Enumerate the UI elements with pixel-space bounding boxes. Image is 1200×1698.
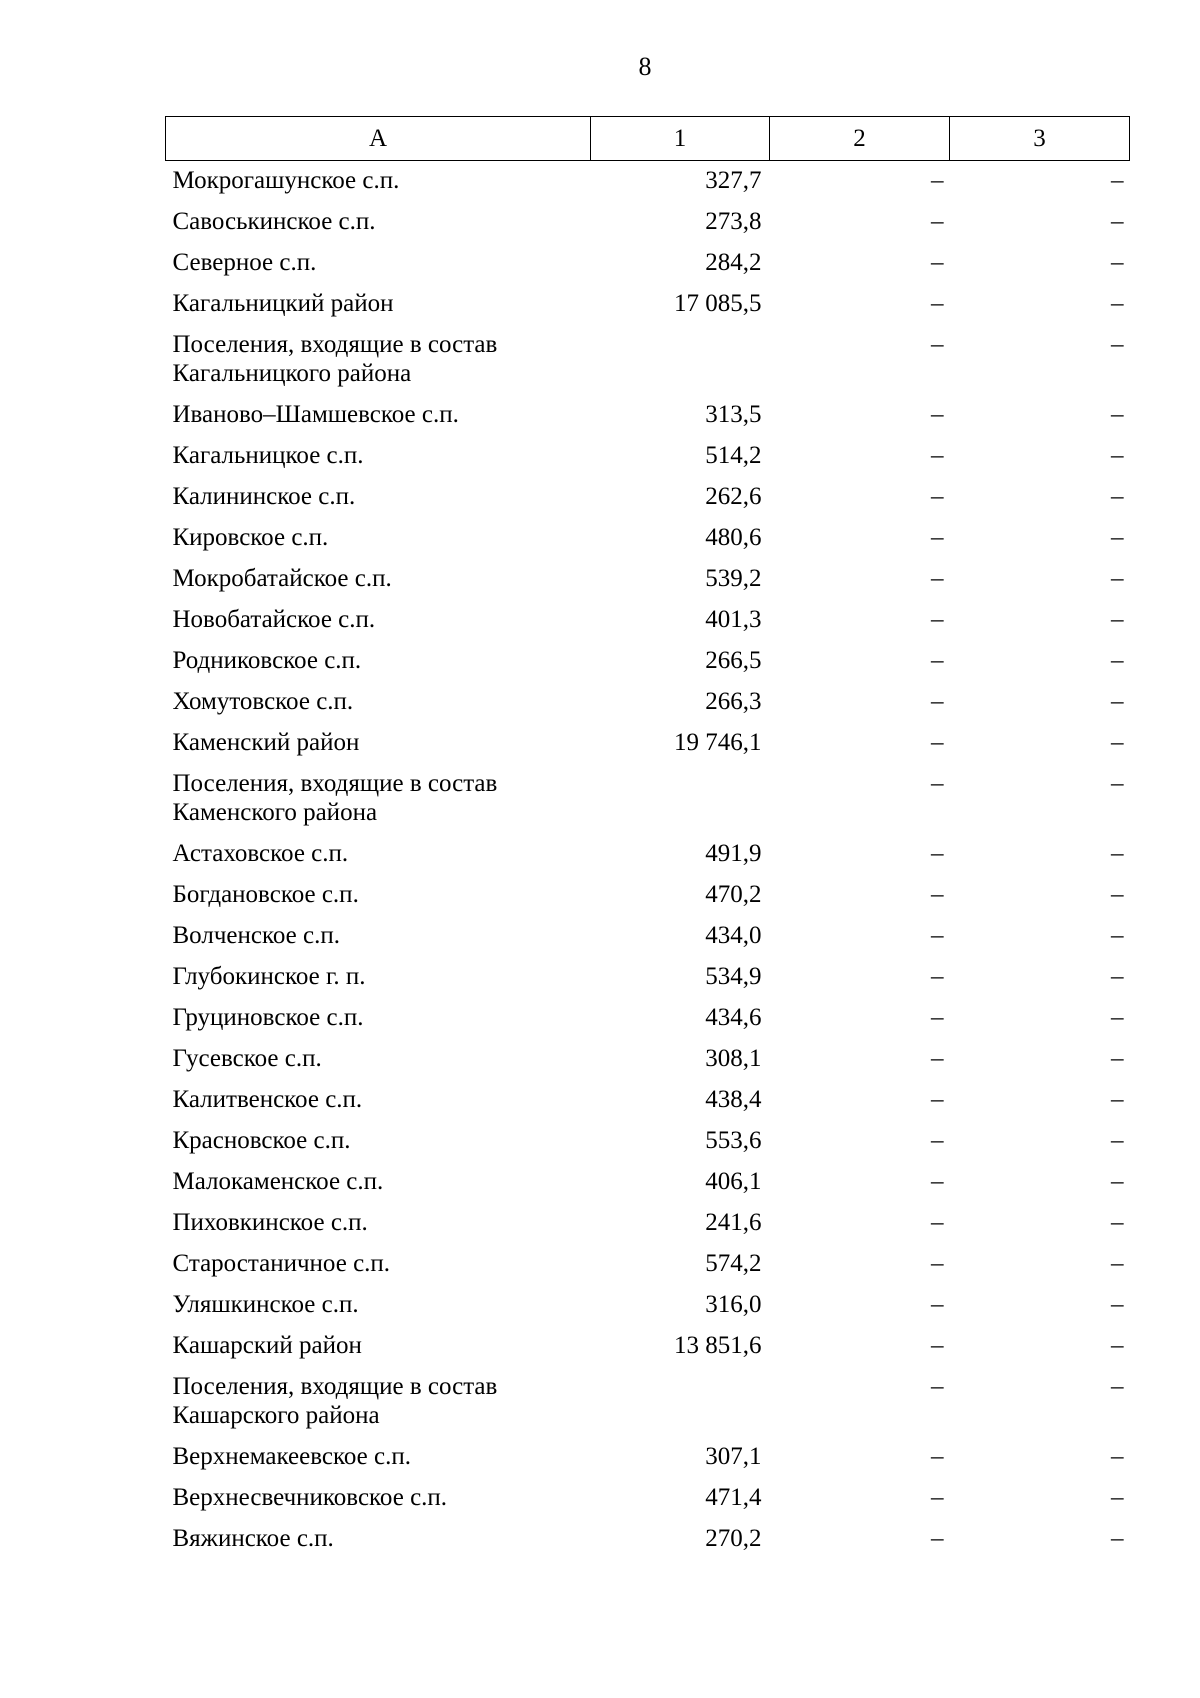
table-row [166,834,1130,875]
value-col2-cell: – [931,1168,944,1195]
value-col1-cell: 17 085,5 [674,290,762,317]
value-col1-cell: 284,2 [705,249,762,276]
value-col3-cell: – [1111,483,1124,510]
value-col1-cell: 270,2 [705,1525,762,1552]
value-col2-cell: – [931,524,944,551]
value-col1-cell: 406,1 [705,1168,762,1195]
value-col3-cell: – [1111,688,1124,715]
value-col3-cell: – [1111,729,1124,756]
settlement-name-cell: Калитвенское с.п. [172,1086,363,1113]
value-col3-cell: – [1111,606,1124,633]
value-col1-cell: 241,6 [705,1209,762,1236]
value-col1-cell: 480,6 [705,524,762,551]
table-row [166,1203,1130,1244]
settlement-name-cell: Пиховкинское с.п. [172,1209,368,1236]
value-col2-cell: – [931,249,944,276]
settlement-name-cell: Поселения, входящие в состав Кагальницкого района [172,331,498,387]
value-col2-cell: – [931,1045,944,1072]
value-col3-cell: – [1111,208,1124,235]
settlement-name-cell: Верхнемакеевское с.п. [172,1443,411,1470]
value-col3-cell: – [1111,167,1124,194]
settlement-name-cell: Северное с.п. [172,249,317,276]
value-col3-cell: – [1111,1168,1124,1195]
value-col2-cell: – [931,881,944,908]
value-col3-cell: – [1111,1004,1124,1031]
budget-table [165,116,1130,1560]
table-row [166,436,1130,477]
column-header-a: А [166,117,591,161]
value-col3-cell: – [1111,1525,1124,1552]
value-col2-cell: – [931,1004,944,1031]
value-col3-cell: – [1111,963,1124,990]
value-col1-cell: 307,1 [705,1443,762,1470]
table-row [166,1519,1130,1560]
settlement-name-cell: Иваново–Шамшевское с.п. [172,401,459,428]
value-col1-cell: 266,5 [705,647,762,674]
value-col2-cell: – [931,483,944,510]
header-row [166,117,1130,161]
value-col1-cell: 13 851,6 [674,1332,762,1359]
value-col1-cell: 313,5 [705,401,762,428]
settlement-name-cell: Поселения, входящие в состав Кашарского района [172,1373,498,1429]
settlement-name-cell: Кагальницкое с.п. [172,442,364,469]
table-row [166,1244,1130,1285]
value-col3-cell: – [1111,1443,1124,1470]
table-row [166,243,1130,284]
value-col2-cell: – [931,688,944,715]
value-col2-cell: – [931,167,944,194]
settlement-name-cell: Верхнесвечниковское с.п. [172,1484,448,1511]
settlement-name-cell: Груциновское с.п. [172,1004,364,1031]
value-col1-cell: 434,6 [705,1004,762,1031]
table-row [166,1039,1130,1080]
value-col1-cell: 434,0 [705,922,762,949]
settlement-name-cell: Савоськинское с.п. [172,208,376,235]
table-row [166,1080,1130,1121]
value-col3-cell: – [1111,881,1124,908]
value-col1-cell: 327,7 [705,167,762,194]
value-col2-cell: – [931,963,944,990]
settlement-name-cell: Родниковское с.п. [172,647,362,674]
settlement-name-cell: Поселения, входящие в состав Каменского района [172,770,498,826]
settlement-name-cell: Богдановское с.п. [172,881,359,908]
value-col2-cell: – [931,1373,944,1400]
column-header-1: 1 [591,117,770,161]
column-header-3: 3 [950,117,1130,161]
table-row [166,916,1130,957]
table-row [166,1367,1130,1437]
value-col2-cell: – [931,208,944,235]
value-col1-cell: 539,2 [705,565,762,592]
value-col3-cell: – [1111,331,1124,358]
table-row [166,1162,1130,1203]
table-row [166,395,1130,436]
table-row [166,998,1130,1039]
value-col2-cell: – [931,1127,944,1154]
table-body [166,161,1130,1561]
settlement-name-cell: Кашарский район [172,1332,362,1359]
table-row [166,325,1130,395]
settlement-name-cell: Мокрогашунское с.п. [172,167,400,194]
settlement-name-cell: Астаховское с.п. [172,840,349,867]
value-col3-cell: – [1111,1045,1124,1072]
value-col1-cell: 514,2 [705,442,762,469]
value-col2-cell: – [931,1484,944,1511]
settlement-name-cell: Гусевское с.п. [172,1045,322,1072]
table-row [166,641,1130,682]
value-col3-cell: – [1111,249,1124,276]
value-col2-cell: – [931,1525,944,1552]
table-row [166,1437,1130,1478]
page-number: 8 [638,52,652,81]
settlement-name-cell: Калининское с.п. [172,483,356,510]
value-col3-cell: – [1111,922,1124,949]
settlement-name-cell: Глубокинское г. п. [172,963,366,990]
value-col2-cell: – [931,290,944,317]
value-col1-cell: 316,0 [705,1291,762,1318]
value-col2-cell: – [931,1086,944,1113]
value-col2-cell: – [931,840,944,867]
value-col3-cell: – [1111,1332,1124,1359]
value-col1-cell: 308,1 [705,1045,762,1072]
value-col2-cell: – [931,729,944,756]
value-col1-cell: 262,6 [705,483,762,510]
value-col2-cell: – [931,565,944,592]
value-col2-cell: – [931,331,944,358]
table-row [166,1326,1130,1367]
value-col3-cell: – [1111,770,1124,797]
settlement-name-cell: Вяжинское с.п. [172,1525,334,1552]
table-row [166,161,1130,203]
value-col3-cell: – [1111,1291,1124,1318]
value-col3-cell: – [1111,647,1124,674]
value-col1-cell [591,1367,770,1437]
value-col1-cell: 19 746,1 [674,729,762,756]
settlement-name-cell: Каменский район [172,729,360,756]
table-row [166,600,1130,641]
value-col3-cell: – [1111,1250,1124,1277]
table-row [166,284,1130,325]
table-row [166,723,1130,764]
value-col1-cell: 266,3 [705,688,762,715]
value-col2-cell: – [931,647,944,674]
value-col3-cell: – [1111,565,1124,592]
value-col3-cell: – [1111,1373,1124,1400]
table-row [166,559,1130,600]
value-col1-cell: 534,9 [705,963,762,990]
table-row [166,1285,1130,1326]
value-col2-cell: – [931,770,944,797]
table-row [166,875,1130,916]
value-col3-cell: – [1111,1127,1124,1154]
table-row [166,477,1130,518]
value-col3-cell: – [1111,290,1124,317]
value-col2-cell: – [931,1209,944,1236]
value-col1-cell: 401,3 [705,606,762,633]
settlement-name-cell: Малокаменское с.п. [172,1168,384,1195]
settlement-name-cell: Кагальницкий район [172,290,394,317]
table-header [166,117,1130,161]
value-col1-cell: 471,4 [705,1484,762,1511]
settlement-name-cell: Красновское с.п. [172,1127,351,1154]
table-row [166,764,1130,834]
value-col3-cell: – [1111,442,1124,469]
value-col3-cell: – [1111,401,1124,428]
table-row [166,1478,1130,1519]
value-col3-cell: – [1111,1086,1124,1113]
settlement-name-cell: Хомутовское с.п. [172,688,354,715]
value-col1-cell: 491,9 [705,840,762,867]
settlement-name-cell: Новобатайское с.п. [172,606,376,633]
value-col2-cell: – [931,606,944,633]
value-col2-cell: – [931,1291,944,1318]
table-row [166,518,1130,559]
value-col1-cell: 438,4 [705,1086,762,1113]
value-col1-cell [591,764,770,834]
value-col2-cell: – [931,1332,944,1359]
table-row [166,682,1130,723]
value-col1-cell: 470,2 [705,881,762,908]
table-row [166,957,1130,998]
value-col1-cell: 553,6 [705,1127,762,1154]
column-header-2: 2 [770,117,950,161]
settlement-name-cell: Кировское с.п. [172,524,329,551]
value-col1-cell [591,325,770,395]
value-col2-cell: – [931,922,944,949]
value-col3-cell: – [1111,1484,1124,1511]
value-col1-cell: 574,2 [705,1250,762,1277]
settlement-name-cell: Уляшкинское с.п. [172,1291,359,1318]
value-col3-cell: – [1111,524,1124,551]
value-col3-cell: – [1111,1209,1124,1236]
settlement-name-cell: Старостаничное с.п. [172,1250,391,1277]
value-col2-cell: – [931,401,944,428]
settlement-name-cell: Волченское с.п. [172,922,340,949]
value-col1-cell: 273,8 [705,208,762,235]
settlement-name-cell: Мокробатайское с.п. [172,565,392,592]
value-col2-cell: – [931,442,944,469]
value-col2-cell: – [931,1250,944,1277]
value-col3-cell: – [1111,840,1124,867]
table-row [166,1121,1130,1162]
value-col2-cell: – [931,1443,944,1470]
table-row [166,202,1130,243]
